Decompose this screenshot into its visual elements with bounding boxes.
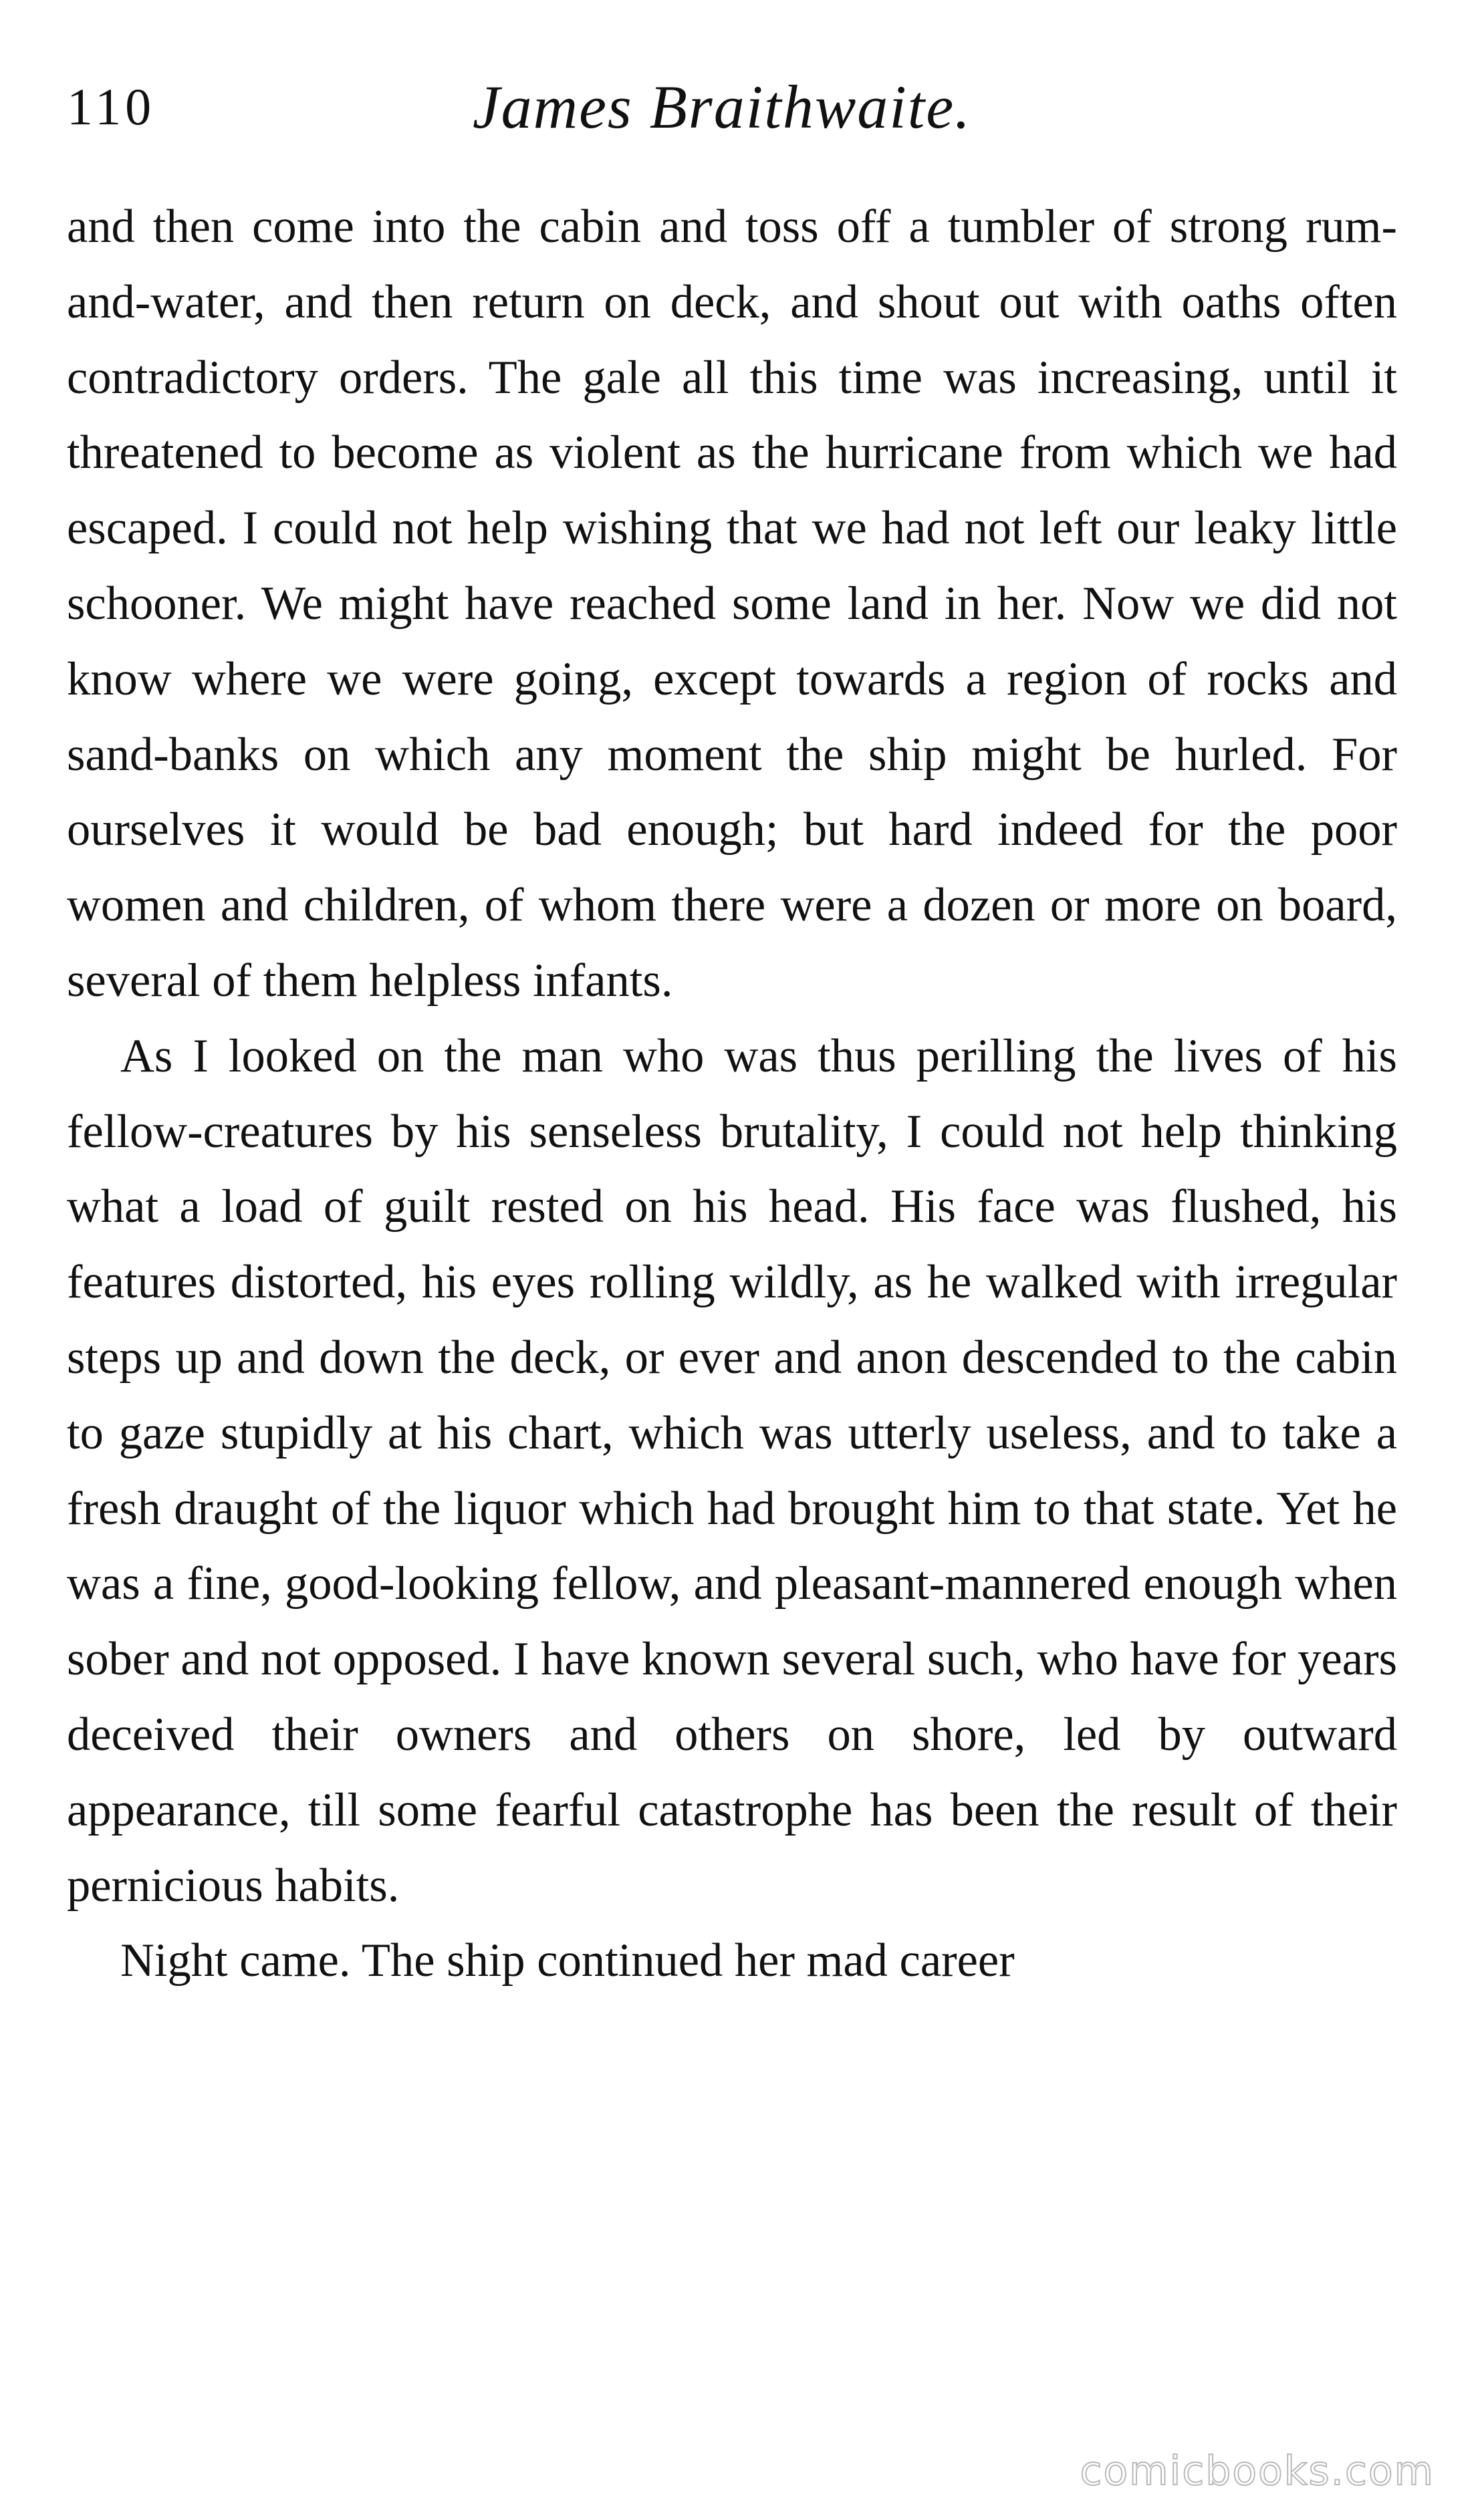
- paragraph-2: As I looked on the man who was thus perilling the lives of his fellow-creatures by his senseless brutality, I could not help thinking what a load of guilt rested on his head. His face was flushed, his features distorted, his eyes rolling wildly, as he walked with irregular steps up and down the deck, or ever and anon descended to the cabin to gaze stupidly at his chart, which was utterly useless, and to take a fresh draught of the liquor which had brought him to that state. Yet he was a fine, good-looking fellow, and pleasant-mannered enough when sober and not opposed. I have known several such, who have for years deceived their owners and others on shore, led by outward appearance, till some fearful catastrophe has been the result of their pernicious habits.: [67, 1029, 1397, 1912]
- running-title: James Braithwaite.: [472, 73, 972, 141]
- watermark: comicbooks.com: [1080, 2448, 1435, 2495]
- page-header: [67, 64, 1377, 150]
- paragraph-3: Night came. The ship continued her mad career: [120, 1934, 1015, 1987]
- body-text: [67, 189, 1397, 1999]
- paragraph-1: and then come into the cabin and toss off a tumbler of strong rum-and-water, and then return on deck, and shout out with oaths often contradictory orders. The gale all this time was increasing, until it threatened to become as violent as the hurricane from which we had escaped. I could not help wishing that we had not left our leaky little schooner. We might have reached some land in her. Now we did not know where we were going, except towards a region of rocks and sand-banks on which any moment the ship might be hurled. For ourselves it would be bad enough; but hard indeed for the poor women and children, of whom there were a dozen or more on board, several of them helpless infants.: [67, 201, 1397, 1007]
- page-number: 110: [67, 78, 156, 136]
